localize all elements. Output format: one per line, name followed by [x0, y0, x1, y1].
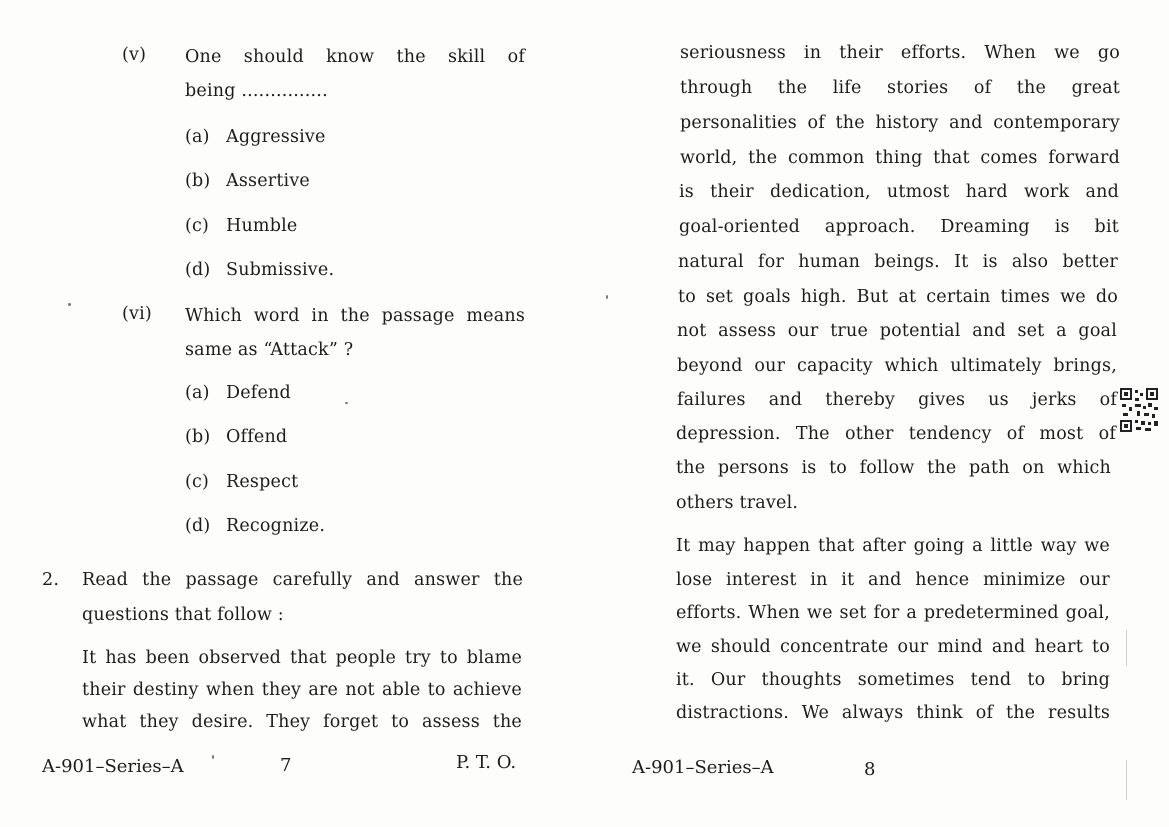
q6-option-a-label: (a) — [185, 383, 210, 403]
footer-pto: P. T. O. — [456, 752, 517, 773]
q6-option-a-text: Defend — [226, 383, 291, 403]
q6-option-b-text: Offend — [226, 427, 288, 447]
para2-line: lose interest in it and hence minimize our — [676, 570, 1110, 590]
q6-number: (vi) — [122, 304, 152, 324]
para2-line: distractions. We always think of the results — [676, 703, 1110, 723]
scan-speck — [68, 303, 71, 306]
para1-line: personalities of the history and contemporary — [680, 113, 1120, 133]
para1-line: seriousness in their efforts. When we go — [680, 43, 1120, 63]
q6-option-d-label: (d) — [185, 516, 211, 536]
scan-edge-line — [1126, 630, 1127, 666]
para1-line: not assess our true potential and set a goal — [677, 321, 1117, 341]
para2-line: it. Our thoughts sometimes tend to bring — [676, 670, 1110, 690]
passage-line: their destiny when they are not able to achieve — [82, 680, 522, 700]
q6-line2: same as “Attack” ? — [185, 340, 354, 360]
para1-line: failures and thereby gives us jerks of — [677, 390, 1117, 410]
para1-line: others travel. — [676, 493, 799, 513]
scan-speck — [212, 755, 214, 759]
para1-line: beyond our capacity which ultimately brings, — [677, 356, 1117, 376]
scan-speck — [606, 295, 608, 299]
q5-option-c-text: Humble — [226, 216, 298, 236]
q5-option-c-label: (c) — [185, 216, 210, 236]
right-page — [590, 0, 1169, 827]
para1-line: through the life stories of the great — [680, 78, 1120, 98]
q5-option-d-label: (d) — [185, 260, 211, 280]
q6-option-c-text: Respect — [226, 472, 299, 492]
para2-line: efforts. When we set for a predetermined goal, — [676, 603, 1110, 623]
para1-line: world, the common thing that comes forward — [680, 148, 1120, 168]
footer-page-number: 7 — [280, 755, 292, 776]
footer-series-code: A-901–Series–A — [42, 756, 184, 777]
q5-option-b-text: Assertive — [226, 171, 310, 191]
para1-line: depression. The other tendency of most of — [676, 424, 1116, 444]
para2-line: It may happen that after going a little way we — [676, 536, 1110, 556]
q5-option-b-label: (b) — [185, 171, 211, 191]
para1-line: goal-oriented approach. Dreaming is bit — [679, 217, 1119, 237]
q2-line1: Read the passage carefully and answer the — [82, 570, 523, 590]
q6-line1: Which word in the passage means — [185, 306, 525, 326]
q5-option-d-text: Submissive. — [226, 260, 335, 280]
q5-option-a-text: Aggressive — [226, 127, 326, 147]
scan-speck — [345, 402, 348, 404]
q6-option-b-label: (b) — [185, 427, 211, 447]
para1-line: the persons is to follow the path on which — [676, 458, 1111, 478]
passage-line: It has been observed that people try to blame — [82, 648, 522, 668]
footer-page-number: 8 — [864, 759, 876, 780]
qr-code-icon — [1120, 388, 1160, 434]
q6-option-d-text: Recognize. — [226, 516, 326, 536]
q5-number: (v) — [122, 45, 147, 65]
scan-edge-line — [1126, 760, 1127, 800]
q2-line2: questions that follow : — [82, 605, 284, 625]
q2-number: 2. — [42, 570, 60, 590]
q5-option-a-label: (a) — [185, 127, 210, 147]
passage-line: what they desire. They forget to assess the — [82, 712, 522, 732]
para1-line: is their dedication, utmost hard work and — [679, 182, 1119, 202]
para1-line: natural for human beings. It is also better — [678, 252, 1118, 272]
q6-option-c-label: (c) — [185, 472, 210, 492]
q5-line1: One should know the skill of — [185, 47, 525, 67]
para1-line: to set goals high. But at certain times we do — [678, 287, 1118, 307]
para2-line: we should concentrate our mind and heart to — [676, 637, 1110, 657]
footer-series-code: A-901–Series–A — [632, 757, 774, 778]
q5-line2: being ............... — [185, 81, 328, 101]
